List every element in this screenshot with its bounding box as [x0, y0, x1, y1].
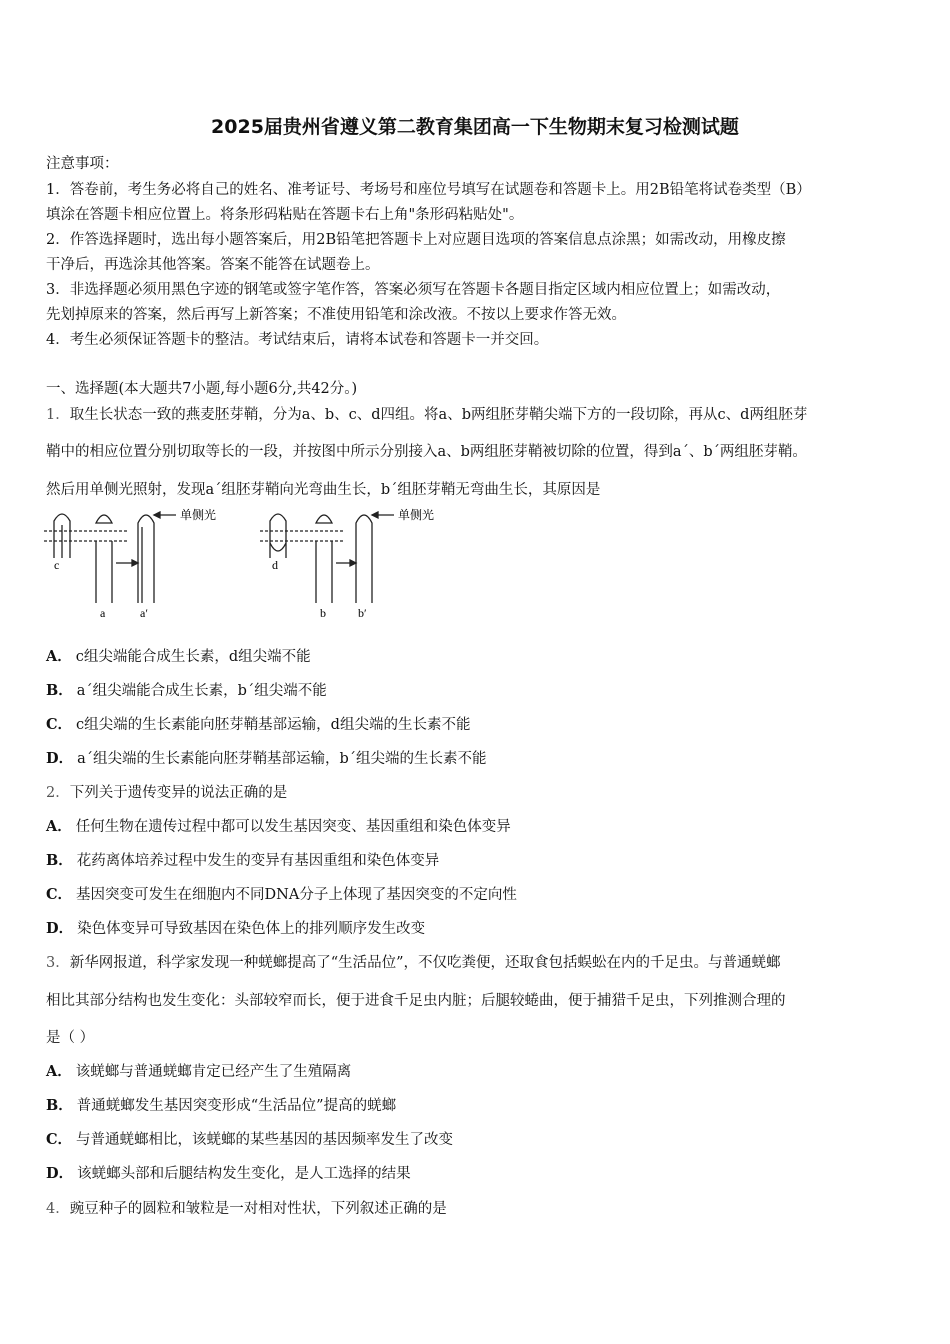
option-text: a´组尖端的生长素能向胚芽鞘基部运输，b´组尖端的生长素不能	[77, 751, 487, 767]
label-b-prime: b′	[358, 606, 367, 620]
option-text: 与普通蜣螂相比，该蜣螂的某些基因的基因频率发生了改变	[76, 1132, 454, 1148]
option-key: A．	[46, 1063, 72, 1080]
question-number: 4．	[46, 1201, 70, 1217]
option-b[interactable]	[46, 1094, 396, 1115]
option-c[interactable]	[46, 1128, 453, 1149]
option-text: 染色体变异可导致基因在染色体上的排列顺序发生改变	[77, 921, 426, 937]
option-b[interactable]	[46, 679, 327, 700]
cut-tip-b	[316, 515, 332, 523]
question-number: 2．	[46, 785, 70, 801]
question-1-line: 然后用单侧光照射，发现a´组胚芽鞘向光弯曲生长，b´组胚芽鞘无弯曲生长，其原因是	[46, 482, 601, 498]
section-heading: 一、选择题(本大题共7小题,每小题6分,共42分。)	[46, 381, 358, 397]
option-text: a´组尖端能合成生长素，b´组尖端不能	[76, 683, 327, 699]
page-title: 2025届贵州省遵义第二教育集团高一下生物期末复习检测试题	[211, 116, 739, 138]
label-c: c	[54, 558, 60, 572]
option-text: 该蜣螂与普通蜣螂肯定已经产生了生殖隔离	[75, 1064, 352, 1080]
label-a-prime: a′	[140, 606, 148, 620]
question-text: 取生长状态一致的燕麦胚芽鞘，分为a、b、c、d四组。将a、b两组胚芽鞘尖端下方的一段切除，再从c、d两组胚芽	[69, 407, 808, 423]
option-d[interactable]	[46, 747, 487, 768]
question-3-line: 相比其部分结构也发生变化：头部较窄而长，便于进食千足虫内脏；后腿较蜷曲，便于捕猎千足虫，下列推测合理的	[46, 993, 786, 1009]
question-3-line: 是（ ）	[46, 1030, 95, 1046]
notice-line: 1．答卷前，考生务必将自己的姓名、准考证号、考场号和座位号填写在试题卷和答题卡上。用2B铅笔将试卷类型（B）	[46, 182, 811, 198]
option-key: B．	[46, 682, 73, 699]
option-c[interactable]	[46, 883, 517, 904]
coleoptile-a-prime	[138, 515, 154, 603]
option-text: 该蜣螂头部和后腿结构发生变化，是人工选择的结果	[77, 1166, 411, 1182]
notice-heading: 注意事项：	[46, 156, 119, 172]
light-label-right: 单侧光	[398, 508, 435, 522]
question-text: 新华网报道，科学家发现一种蜣螂提高了“生活品位”，不仅吃粪便，还取食包括蜈蚣在内的千足虫。与普通蜣螂	[69, 955, 781, 971]
option-key: D．	[46, 750, 74, 767]
option-text: c组尖端能合成生长素，d组尖端不能	[75, 649, 311, 665]
notice-line: 4．考生必须保证答题卡的整洁。考试结束后，请将本试卷和答题卡一并交回。	[46, 332, 549, 348]
option-key: D．	[46, 1165, 74, 1182]
option-key: C．	[46, 1131, 73, 1148]
coleoptile-a	[96, 541, 112, 603]
question-3-line	[46, 951, 781, 972]
coleoptile-b	[316, 541, 332, 603]
option-key: A．	[46, 648, 72, 665]
option-key: D．	[46, 920, 74, 937]
option-text: c组尖端的生长素能向胚芽鞘基部运输，d组尖端的生长素不能	[76, 717, 471, 733]
option-key: C．	[46, 886, 73, 903]
option-c[interactable]	[46, 713, 470, 734]
light-label-left: 单侧光	[180, 508, 217, 522]
notice-line: 先划掉原来的答案，然后再写上新答案；不准使用铅笔和涂改液。不按以上要求作答无效。	[46, 307, 626, 323]
option-a[interactable]	[46, 1060, 351, 1081]
option-a[interactable]	[46, 815, 511, 836]
option-key: B．	[46, 852, 73, 869]
notice-line: 填涂在答题卡相应位置上。将条形码粘贴在答题卡右上角"条形码粘贴处"。	[46, 207, 524, 223]
option-key: B．	[46, 1097, 73, 1114]
coleoptile-b-prime	[356, 515, 372, 603]
option-a[interactable]	[46, 645, 311, 666]
notice-line: 干净后，再选涂其他答案。答案不能答在试题卷上。	[46, 257, 380, 273]
question-number: 3．	[46, 955, 70, 971]
question-text: 豌豆种子的圆粒和皱粒是一对相对性状，下列叙述正确的是	[69, 1201, 447, 1217]
question-number: 1．	[46, 407, 70, 423]
label-d: d	[272, 558, 278, 572]
option-text: 普通蜣螂发生基因突变形成“生活品位”提高的蜣螂	[76, 1098, 397, 1114]
label-b: b	[320, 606, 326, 620]
notice-line: 3．非选择题必须用黑色字迹的钢笔或签字笔作答，答案必须写在答题卡各题目指定区域内相应位置上；如需改动，	[46, 282, 781, 298]
question-1-line	[46, 403, 807, 424]
label-a: a	[100, 606, 106, 620]
question-1-line: 鞘中的相应位置分别切取等长的一段，并按图中所示分别接入a、b两组胚芽鞘被切除的位置，得到a´、b´两组胚芽鞘。	[46, 444, 807, 460]
option-d[interactable]	[46, 917, 425, 938]
question-4-line	[46, 1197, 447, 1218]
option-text: 花药离体培养过程中发生的变异有基因重组和染色体变异	[76, 853, 440, 869]
option-key: C．	[46, 716, 73, 733]
cut-tip-a	[96, 515, 112, 523]
option-text: 任何生物在遗传过程中都可以发生基因突变、基因重组和染色体变异	[75, 819, 511, 835]
question-2-line	[46, 781, 287, 802]
option-b[interactable]	[46, 849, 439, 870]
coleoptile-figure	[44, 503, 464, 623]
notice-line: 2．作答选择题时，选出每小题答案后，用2B铅笔把答题卡上对应题目选项的答案信息点涂黑；如需改动，用橡皮擦	[46, 232, 786, 248]
question-text: 下列关于遗传变异的说法正确的是	[69, 785, 288, 801]
option-text: 基因突变可发生在细胞内不同DNA分子上体现了基因突变的不定向性	[76, 887, 517, 903]
option-d[interactable]	[46, 1162, 411, 1183]
option-key: A．	[46, 818, 72, 835]
